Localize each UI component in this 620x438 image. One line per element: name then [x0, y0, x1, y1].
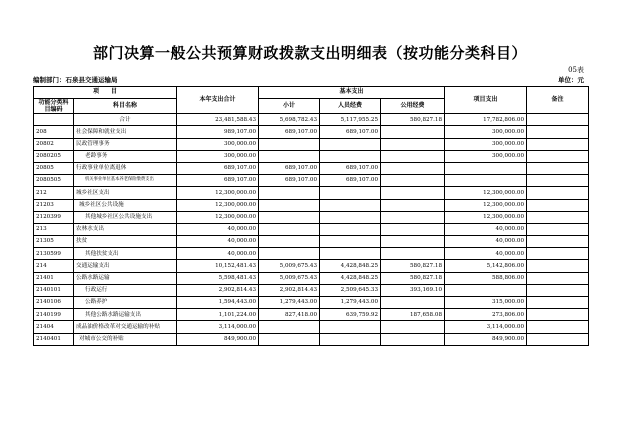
cell-subtotal	[259, 199, 320, 211]
cell-note	[527, 309, 589, 321]
cell-public	[381, 175, 445, 187]
cell-name: 扶贫	[74, 236, 177, 248]
cell-personnel	[320, 223, 381, 235]
cell-total: 1,594,443.00	[177, 297, 259, 309]
organization-label: 编制部门：石泉县交通运输局	[33, 76, 118, 84]
cell-name: 公路养护	[74, 297, 177, 309]
cell-project	[445, 162, 527, 174]
cell-name: 行政运行	[74, 284, 177, 296]
cell-subtotal: 827,418.00	[259, 309, 320, 321]
cell-total: 40,000.00	[177, 236, 259, 248]
cell-total: 3,114,000.00	[177, 321, 259, 333]
table-row	[34, 260, 589, 272]
expenditure-table	[33, 86, 589, 346]
table-row	[34, 162, 589, 174]
cell-code: 20805	[34, 162, 74, 174]
cell-public	[381, 223, 445, 235]
cell-code: 214	[34, 260, 74, 272]
cell-code: 21401	[34, 272, 74, 284]
cell-personnel	[320, 236, 381, 248]
cell-total: 12,300,000.00	[177, 187, 259, 199]
table-row	[34, 272, 589, 284]
cell-code: 2080505	[34, 175, 74, 187]
cell-project: 849,900.00	[445, 333, 527, 345]
cell-note	[527, 187, 589, 199]
cell-subtotal	[259, 223, 320, 235]
cell-total: 40,000.00	[177, 248, 259, 260]
cell-public: 580,827.18	[381, 114, 445, 126]
cell-name: 其他扶贫支出	[74, 248, 177, 260]
cell-public	[381, 236, 445, 248]
cell-project: 12,300,000.00	[445, 199, 527, 211]
cell-subtotal: 5,009,675.43	[259, 272, 320, 284]
table-row	[34, 114, 589, 126]
cell-personnel: 689,107.00	[320, 175, 381, 187]
cell-note	[527, 175, 589, 187]
cell-total: 40,000.00	[177, 223, 259, 235]
cell-subtotal: 689,107.00	[259, 162, 320, 174]
cell-public	[381, 321, 445, 333]
table-row	[34, 284, 589, 296]
cell-total: 300,000.00	[177, 150, 259, 162]
table-row	[34, 223, 589, 235]
cell-project: 40,000.00	[445, 223, 527, 235]
cell-name: 民政管理事务	[74, 138, 177, 150]
table-row	[34, 321, 589, 333]
cell-public	[381, 333, 445, 345]
cell-project: 300,000.00	[445, 150, 527, 162]
cell-subtotal: 689,107.00	[259, 126, 320, 138]
cell-project: 273,806.00	[445, 309, 527, 321]
cell-code: 2140106	[34, 297, 74, 309]
cell-note	[527, 260, 589, 272]
cell-name: 公路水路运输	[74, 272, 177, 284]
cell-total: 689,107.00	[177, 175, 259, 187]
cell-code: 21203	[34, 199, 74, 211]
cell-code: 213	[34, 223, 74, 235]
cell-project: 5,142,806.00	[445, 260, 527, 272]
cell-total: 849,900.00	[177, 333, 259, 345]
cell-public	[381, 199, 445, 211]
cell-note	[527, 211, 589, 223]
table-row	[34, 150, 589, 162]
cell-note	[527, 150, 589, 162]
cell-personnel	[320, 248, 381, 260]
table-row	[34, 333, 589, 345]
cell-subtotal	[259, 321, 320, 333]
cell-subtotal: 2,902,814.43	[259, 284, 320, 296]
table-number: 05表	[568, 66, 584, 74]
cell-subtotal	[259, 236, 320, 248]
header-basic: 基本支出	[259, 87, 445, 99]
cell-total: 12,300,000.00	[177, 199, 259, 211]
header-project: 项 目	[34, 87, 177, 99]
cell-code: 212	[34, 187, 74, 199]
cell-project: 315,000.00	[445, 297, 527, 309]
cell-subtotal	[259, 248, 320, 260]
cell-project	[445, 284, 527, 296]
cell-project: 3,114,000.00	[445, 321, 527, 333]
cell-public	[381, 162, 445, 174]
cell-subtotal	[259, 187, 320, 199]
cell-project: 17,782,806.00	[445, 114, 527, 126]
cell-name: 对城市公交的补贴	[74, 333, 177, 345]
cell-public: 187,658.08	[381, 309, 445, 321]
cell-public	[381, 150, 445, 162]
cell-public: 393,169.10	[381, 284, 445, 296]
cell-personnel: 639,759.92	[320, 309, 381, 321]
cell-subtotal: 5,698,782.43	[259, 114, 320, 126]
cell-project: 12,300,000.00	[445, 187, 527, 199]
cell-subtotal: 689,107.00	[259, 175, 320, 187]
cell-note	[527, 284, 589, 296]
header-subtotal: 小计	[259, 99, 320, 114]
cell-code	[34, 114, 74, 126]
cell-personnel: 4,428,848.25	[320, 272, 381, 284]
cell-personnel	[320, 150, 381, 162]
header-public: 公用经费	[381, 99, 445, 114]
table-row	[34, 126, 589, 138]
cell-code: 21305	[34, 236, 74, 248]
cell-name: 城乡社区支出	[74, 187, 177, 199]
header-project-expenditure: 项目支出	[445, 87, 527, 114]
header-personnel: 人员经费	[320, 99, 381, 114]
cell-total: 689,107.00	[177, 162, 259, 174]
cell-subtotal: 1,279,443.00	[259, 297, 320, 309]
cell-name: 行政事业单位离退休	[74, 162, 177, 174]
cell-code: 208	[34, 126, 74, 138]
cell-name: 农林水支出	[74, 223, 177, 235]
cell-total: 23,481,588.43	[177, 114, 259, 126]
cell-note	[527, 248, 589, 260]
cell-total: 10,152,481.43	[177, 260, 259, 272]
cell-public	[381, 248, 445, 260]
page-title: 部门决算一般公共预算财政拨款支出明细表（按功能分类科目）	[92, 44, 527, 62]
table-row	[34, 138, 589, 150]
table-row	[34, 309, 589, 321]
cell-project: 40,000.00	[445, 248, 527, 260]
cell-personnel: 4,428,848.25	[320, 260, 381, 272]
table-row	[34, 248, 589, 260]
cell-public: 580,827.18	[381, 272, 445, 284]
table-row	[34, 236, 589, 248]
cell-public	[381, 126, 445, 138]
cell-subtotal	[259, 333, 320, 345]
cell-name: 成品油价格改革对交通运输的补贴	[74, 321, 177, 333]
cell-code: 2080205	[34, 150, 74, 162]
cell-note	[527, 114, 589, 126]
header-note: 备注	[527, 87, 589, 114]
cell-subtotal	[259, 138, 320, 150]
cell-name: 合计	[74, 114, 177, 126]
unit-label: 单位：元	[558, 76, 584, 84]
cell-public	[381, 211, 445, 223]
cell-name: 机关事业单位基本养老保险缴费支出	[74, 175, 177, 187]
cell-subtotal	[259, 150, 320, 162]
cell-note	[527, 162, 589, 174]
cell-note	[527, 138, 589, 150]
cell-name: 交通运输支出	[74, 260, 177, 272]
cell-total: 1,101,224.00	[177, 309, 259, 321]
cell-code: 20802	[34, 138, 74, 150]
cell-total: 989,107.00	[177, 126, 259, 138]
cell-personnel	[320, 333, 381, 345]
cell-note	[527, 126, 589, 138]
cell-project: 300,000.00	[445, 126, 527, 138]
cell-project: 300,000.00	[445, 138, 527, 150]
cell-name: 其他城乡社区公共设施支出	[74, 211, 177, 223]
cell-public: 580,827.18	[381, 260, 445, 272]
cell-code: 2140401	[34, 333, 74, 345]
cell-public	[381, 187, 445, 199]
cell-total: 5,598,481.43	[177, 272, 259, 284]
cell-personnel	[320, 187, 381, 199]
cell-note	[527, 272, 589, 284]
cell-note	[527, 333, 589, 345]
cell-note	[527, 223, 589, 235]
cell-personnel: 1,279,443.00	[320, 297, 381, 309]
cell-code: 2130599	[34, 248, 74, 260]
cell-public	[381, 138, 445, 150]
cell-personnel: 689,107.00	[320, 162, 381, 174]
header-total: 本年支出合计	[177, 87, 259, 114]
cell-personnel	[320, 321, 381, 333]
cell-personnel	[320, 199, 381, 211]
cell-project	[445, 175, 527, 187]
cell-project: 12,300,000.00	[445, 211, 527, 223]
cell-note	[527, 297, 589, 309]
cell-note	[527, 321, 589, 333]
cell-name: 老龄事务	[74, 150, 177, 162]
cell-personnel: 5,117,955.25	[320, 114, 381, 126]
cell-project: 40,000.00	[445, 236, 527, 248]
cell-note	[527, 236, 589, 248]
table-row	[34, 199, 589, 211]
table-row	[34, 175, 589, 187]
cell-total: 12,300,000.00	[177, 211, 259, 223]
table-row	[34, 297, 589, 309]
cell-personnel	[320, 211, 381, 223]
header-subject: 科目名称	[74, 99, 177, 114]
cell-total: 300,000.00	[177, 138, 259, 150]
cell-code: 21404	[34, 321, 74, 333]
cell-name: 社会保障和就业支出	[74, 126, 177, 138]
cell-name: 城乡社区公共设施	[74, 199, 177, 211]
cell-code: 2140199	[34, 309, 74, 321]
table-row	[34, 187, 589, 199]
cell-subtotal: 5,009,675.43	[259, 260, 320, 272]
cell-subtotal	[259, 211, 320, 223]
cell-code: 2140101	[34, 284, 74, 296]
cell-personnel	[320, 138, 381, 150]
cell-public	[381, 297, 445, 309]
cell-total: 2,902,814.43	[177, 284, 259, 296]
cell-project: 588,806.00	[445, 272, 527, 284]
cell-code: 2120399	[34, 211, 74, 223]
cell-name: 其他公路水路运输支出	[74, 309, 177, 321]
header-code: 功能分类科目编码	[34, 99, 74, 114]
cell-personnel: 2,509,645.33	[320, 284, 381, 296]
cell-personnel: 689,107.00	[320, 126, 381, 138]
cell-note	[527, 199, 589, 211]
table-row	[34, 211, 589, 223]
